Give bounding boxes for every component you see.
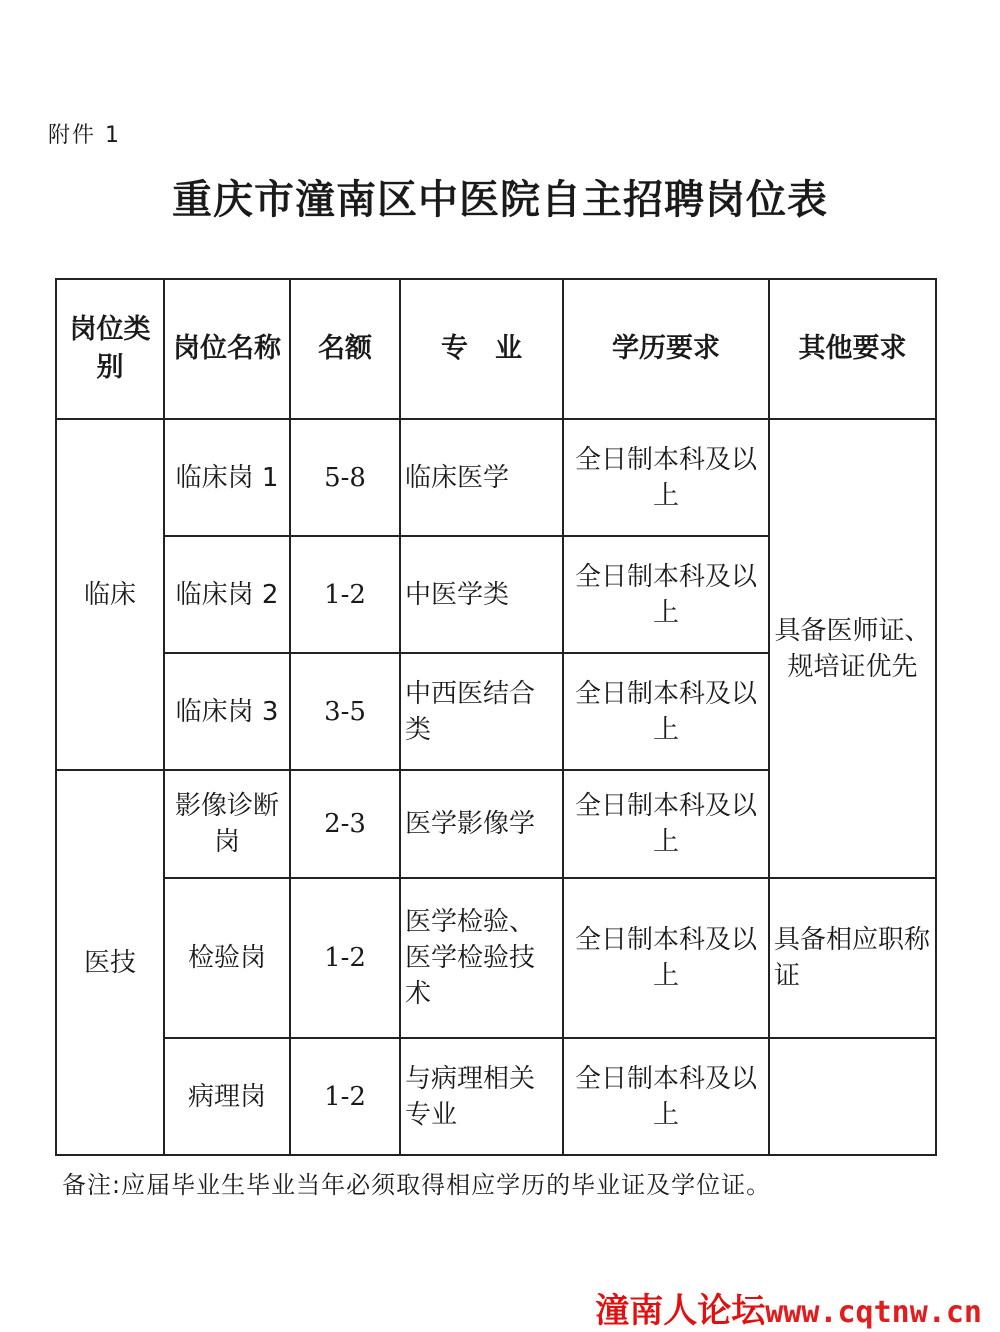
- post-education: 全日制本科及以上: [563, 770, 769, 878]
- post-education: 全日制本科及以上: [563, 536, 769, 653]
- post-education: 全日制本科及以上: [563, 653, 769, 770]
- page-title: 重庆市潼南区中医院自主招聘岗位表: [172, 177, 828, 223]
- attachment-label: 附件 1: [48, 123, 121, 148]
- category-clinical: 临床: [56, 419, 164, 770]
- post-name: 临床岗 1: [164, 419, 290, 536]
- post-education: 全日制本科及以上: [563, 1038, 769, 1155]
- other-requirement-group2: 具备相应职称证: [769, 878, 936, 1038]
- footnote: 备注:应届毕业生毕业当年必须取得相应学历的毕业证及学位证。: [62, 1171, 772, 1199]
- post-name: 临床岗 3: [164, 653, 290, 770]
- header-other: 其他要求: [769, 279, 936, 419]
- post-major: 医学检验、医学检验技术: [400, 878, 563, 1038]
- table-row: [56, 878, 936, 1038]
- watermark: [595, 1283, 982, 1332]
- post-name: 病理岗: [164, 1038, 290, 1155]
- post-major: 医学影像学: [400, 770, 563, 878]
- post-major: 中西医结合类: [400, 653, 563, 770]
- post-quota: 5-8: [290, 419, 400, 536]
- post-quota: 1-2: [290, 878, 400, 1038]
- post-name: 影像诊断岗: [164, 770, 290, 878]
- recruitment-table: [55, 278, 937, 1156]
- table-header-row: [56, 279, 936, 419]
- header-education: 学历要求: [563, 279, 769, 419]
- other-requirement-group1: 具备医师证、规培证优先: [769, 419, 936, 878]
- post-quota: 1-2: [290, 1038, 400, 1155]
- category-tech: 医技: [56, 770, 164, 1155]
- header-quota: 名额: [290, 279, 400, 419]
- header-name: 岗位名称: [164, 279, 290, 419]
- post-major: 中医学类: [400, 536, 563, 653]
- post-major: 临床医学: [400, 419, 563, 536]
- table-row: [56, 419, 936, 536]
- header-major: 专 业: [400, 279, 563, 419]
- header-category: 岗位类别: [56, 279, 164, 419]
- post-education: 全日制本科及以上: [563, 878, 769, 1038]
- other-requirement-group3: [769, 1038, 936, 1155]
- watermark-site-name: 潼南人论坛: [595, 1291, 766, 1331]
- watermark-url: www.cqtnw.cn: [765, 1295, 982, 1330]
- table-row: [56, 1038, 936, 1155]
- post-major: 与病理相关专业: [400, 1038, 563, 1155]
- post-name: 检验岗: [164, 878, 290, 1038]
- post-education: 全日制本科及以上: [563, 419, 769, 536]
- post-name: 临床岗 2: [164, 536, 290, 653]
- post-quota: 1-2: [290, 536, 400, 653]
- post-quota: 2-3: [290, 770, 400, 878]
- post-quota: 3-5: [290, 653, 400, 770]
